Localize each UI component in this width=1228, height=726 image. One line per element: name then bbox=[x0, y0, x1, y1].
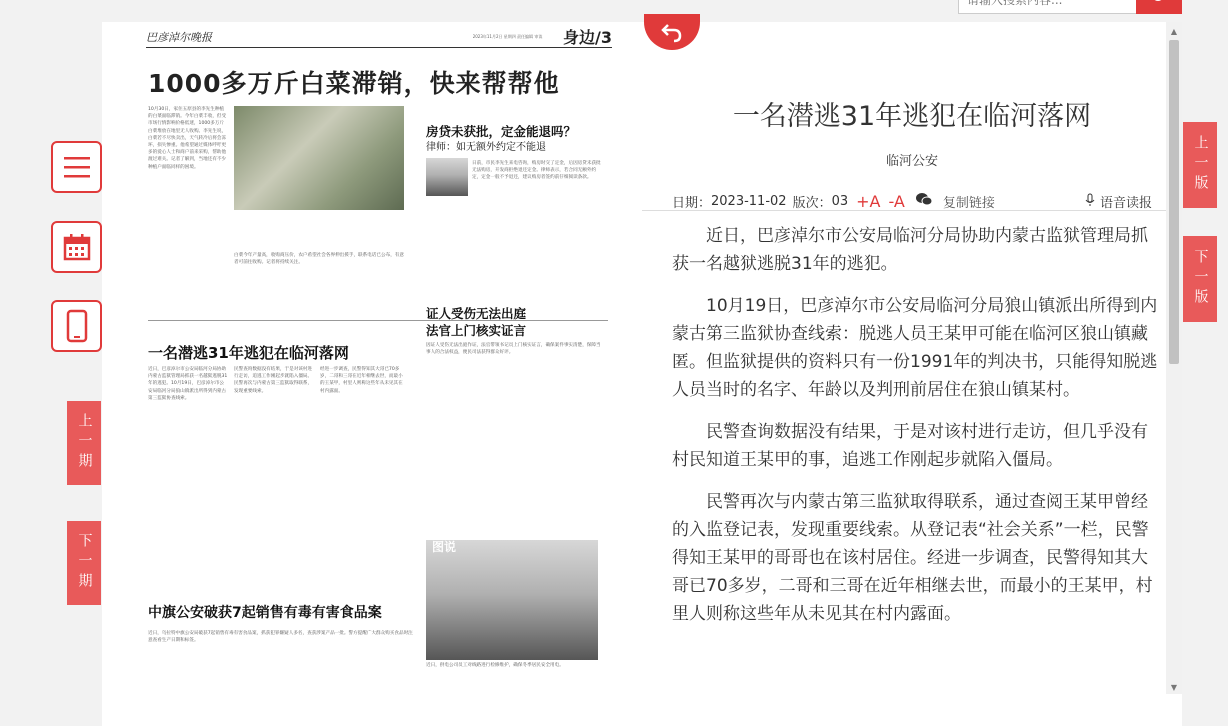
calendar-icon bbox=[62, 232, 92, 262]
loan-text-col[interactable]: 日前，市民李先生来电咨询，购房时交了定金，后因房贷未获批无法购房，开发商拒绝退还定金。律师表示，若合同无额外约定，定金一般不予退还，建议购房者签约前仔细阅读条款。 bbox=[472, 161, 601, 181]
article-paragraph: 民警再次与内蒙古第三监狱取得联系，通过查阅王某甲曾经的入监登记表，发现重要线索。从登记表“社会关系”一栏，民警得知王某甲的哥哥也在该村居住。经进一步调查，民警得知其大哥已70多岁，二哥和三哥在近年相继去世，而最小的王某甲，村里人则称这些年从未见其在村内露面。 bbox=[672, 492, 1153, 624]
article-paragraph: 10月19日，巴彦淖尔市公安局临河分局狼山镇派出所得到内蒙古第三监狱协查线索：脱逃人员王某甲可能在临河区狼山镇藏匿。但监狱提供的资料只有一份1991年的判决书，只能得知脱逃人员当时的名字、年龄以及判刑前居住在狼山镇某村。 bbox=[672, 296, 1158, 400]
lawyer-photo bbox=[426, 158, 468, 196]
witness-headline-2[interactable]: 法官上门核实证言 bbox=[426, 323, 527, 338]
escape-text-col-2[interactable]: 民警查询数据没有结果，于是对该村进行走访，追逃工作刚起步就陷入僵局。民警再次与内蒙古第三监狱取得联系，发现重要线索。 bbox=[234, 367, 313, 394]
cabbage-text-col[interactable]: 10月30日，家住五原县的李先生种植的白菜面临滞销。今年白菜丰收，但受市场行情影响价格低迷，1000多万斤白菜堆放在地里无人收购。李先生说，白菜若不尽快卖出，天气转冷后将会冻坏，损失惨重。他希望通过媒体呼吁更多的爱心人士和商户前来采购，帮助他渡过难关。记者了解到，当地还有不少种植户面临同样的困境。 bbox=[148, 107, 227, 170]
search-icon bbox=[1136, 0, 1182, 14]
return-arrow-icon bbox=[660, 21, 684, 43]
edition-value: 03 bbox=[831, 193, 849, 209]
mobile-button[interactable] bbox=[51, 300, 102, 352]
masthead bbox=[146, 26, 612, 48]
article-author: 临河公安 bbox=[885, 154, 938, 169]
microphone-icon bbox=[1084, 193, 1096, 207]
section-label: 身边/3 bbox=[563, 28, 612, 47]
font-decrease-button[interactable]: -A bbox=[888, 191, 905, 211]
escape-headline[interactable]: 一名潜逃31年逃犯在临河落网 bbox=[148, 344, 349, 362]
article-title: 一名潜逃31年逃犯在临河落网 bbox=[732, 101, 1092, 132]
food-text-col[interactable]: 近日，乌拉特中旗公安局破获7起销售有毒有害食品案，抓获犯罪嫌疑人多名，查获涉案产品一批。警方提醒广大群众购买食品时注意查看生产日期和标签。 bbox=[148, 631, 413, 644]
mobile-icon bbox=[65, 309, 89, 343]
next-page-button[interactable] bbox=[1183, 236, 1217, 322]
article-paragraph: 近日，巴彦淖尔市公安局临河分局协助内蒙古监狱管理局抓获一名越狱逃脱31年的逃犯。 bbox=[672, 226, 1148, 274]
next-page-label: 下一版 bbox=[1192, 249, 1209, 309]
wechat-icon[interactable] bbox=[915, 192, 933, 210]
food-headline[interactable]: 中旗公安破获7起销售有毒有害食品案 bbox=[148, 605, 382, 621]
escape-text-col-3[interactable]: 经进一步调查，民警得知其大哥已70多岁，二哥和三哥在近年相继去世，而最小的王某甲，村里人则称这些年从未见其在村内露面。 bbox=[320, 367, 403, 394]
loan-subhead[interactable]: 律师：如无额外约定不能退 bbox=[426, 142, 546, 153]
search-bar bbox=[958, 0, 1182, 14]
next-issue-label: 下一期 bbox=[76, 533, 93, 593]
photo-caption-text[interactable]: 近日，供电公司员工对线路进行检修维护，确保冬季居民安全用电。 bbox=[426, 663, 564, 668]
photo-caption-mark: 图说 bbox=[432, 540, 457, 554]
prev-page-button[interactable] bbox=[1183, 122, 1217, 208]
cabbage-photo[interactable] bbox=[234, 106, 404, 210]
date-value: 2023-11-02 bbox=[711, 193, 787, 209]
prev-issue-button[interactable] bbox=[67, 401, 101, 485]
cabbage-headline[interactable]: 1000多万斤白菜滞销，快来帮帮他 bbox=[148, 69, 560, 98]
calendar-button[interactable] bbox=[51, 221, 102, 273]
masthead-info: 2023年11月2日 星期四 责任编辑 审读 bbox=[472, 33, 543, 39]
date-label: 日期： bbox=[672, 195, 712, 211]
prev-issue-label: 上一期 bbox=[76, 413, 93, 473]
catalog-button[interactable] bbox=[51, 141, 102, 193]
scroll-up-arrow[interactable]: ▲ bbox=[1170, 26, 1178, 36]
next-issue-button[interactable] bbox=[67, 521, 101, 605]
article-body bbox=[672, 222, 1158, 642]
font-increase-button[interactable]: +A bbox=[856, 191, 881, 211]
cabbage-text-col-2[interactable]: 白菜今年产量高，收购商压价，农户希望社会各界伸出援手，联系电话已公布，有意者可前往收购。记者将持续关注。 bbox=[234, 253, 404, 266]
loan-headline[interactable]: 房贷未获批，定金能退吗？ bbox=[426, 124, 577, 139]
escape-text-col-1[interactable]: 近日，巴彦淖尔市公安局临河分局协助内蒙古监狱管理局抓获一名越狱逃脱31年的逃犯。10月19日，巴彦淖尔市公安局临河分局狼山镇派出所得到内蒙古第三监狱协查线索。 bbox=[148, 367, 228, 401]
article-meta bbox=[672, 190, 1152, 212]
article-panel bbox=[642, 22, 1182, 726]
prev-page-label: 上一版 bbox=[1192, 135, 1209, 195]
divider bbox=[148, 320, 608, 321]
search-input[interactable] bbox=[958, 0, 1136, 14]
witness-headline-1[interactable]: 证人受伤无法出庭 bbox=[426, 306, 527, 321]
witness-text-col[interactable]: 因证人受伤无法出庭作证，法官带领书记员上门核实证言，确保案件事实清楚，保障当事人的合法权益，便民司法获得群众好评。 bbox=[426, 343, 601, 356]
copy-link-button[interactable]: 复制链接 bbox=[942, 195, 995, 211]
search-button[interactable] bbox=[1136, 0, 1182, 14]
menu-icon bbox=[62, 154, 92, 180]
edition-label: 版次： bbox=[792, 195, 832, 211]
meta-divider bbox=[642, 210, 1182, 211]
article-paragraph: 民警查询数据没有结果，于是对该村进行走访，但几乎没有村民知道王某甲的事，追逃工作刚起步就陷入僵局。 bbox=[672, 422, 1148, 470]
voice-read-button[interactable] bbox=[1084, 192, 1152, 211]
scroll-down-arrow[interactable]: ▼ bbox=[1170, 682, 1178, 692]
power-line-photo[interactable] bbox=[426, 540, 598, 660]
scrollbar-thumb[interactable] bbox=[1169, 40, 1179, 364]
masthead-logo: 巴彦淖尔晚报 bbox=[146, 30, 212, 44]
voice-read-label: 语音读报 bbox=[1099, 195, 1152, 211]
newspaper-page bbox=[102, 22, 642, 726]
